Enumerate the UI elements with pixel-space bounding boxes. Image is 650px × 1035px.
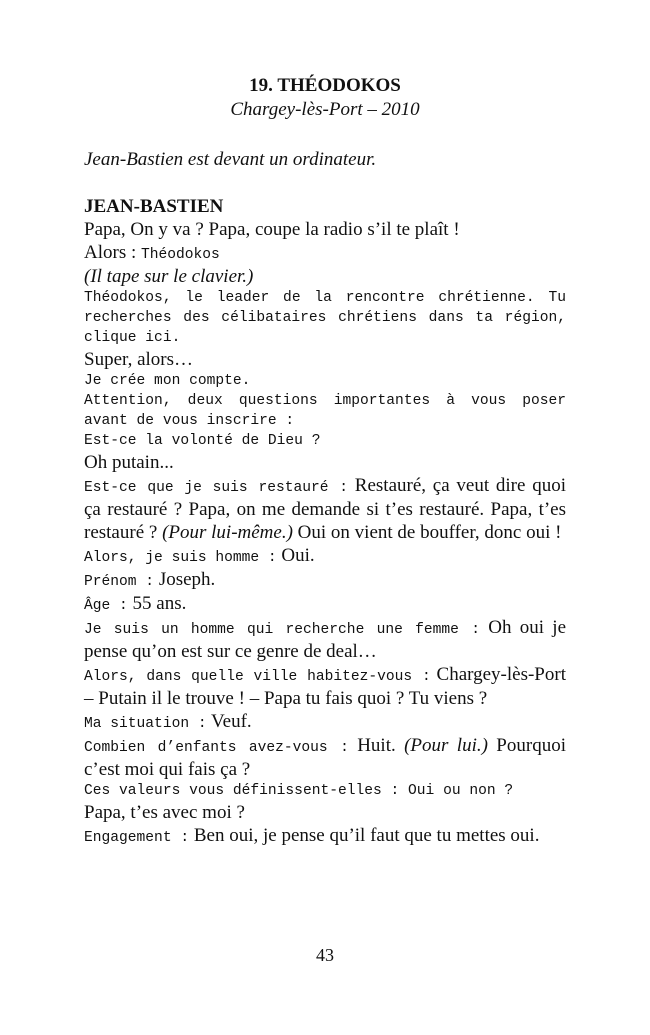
dialogue-text: Veuf. [206,711,252,732]
dialogue-line [84,734,566,781]
dialogue-line: Super, alors… [84,349,193,370]
dialogue-line [84,710,566,734]
screen-text: Alors, dans quelle ville habitez-vous : [84,669,431,685]
dialogue-text: Oui on vient de bouffer, donc oui ! [292,522,562,543]
screen-text: Engagement : [84,830,190,846]
screen-text: Est-ce la volonté de Dieu ? [84,433,321,449]
stage-direction-inline: (Il tape sur le clavier.) [84,266,254,287]
dialogue-line [84,474,566,544]
dialogue-text: 55 ans. [127,593,187,614]
scene-subtitle: Chargey-lès-Port – 2010 [230,99,420,120]
dialogue-line [84,824,566,848]
screen-text: Prénom : [84,574,155,590]
dialogue-line [84,544,566,568]
dialogue-line [84,568,566,592]
dialogue-text: Oh oui je pense qu’on est sur ce genre de deal… [84,617,567,662]
dialogue-text: Alors : [84,242,141,263]
dialogue-line: Oh putain... [84,452,174,473]
dialogue-line [84,616,566,663]
screen-text: Ces valeurs vous définissent-elles : Oui ou non ? [84,783,514,799]
dialogue-text: Ben oui, je pense qu’il faut que tu mettes oui. [189,825,540,846]
screen-text: Combien d’enfants avez-vous : [84,740,349,756]
screen-text: Théodokos, le leader de la rencontre chrétienne. Tu recherches des célibataires chrétiens dans ta région, clique ici. [84,290,566,346]
screen-text: Attention, deux questions importantes à vous poser avant de vous inscrire : [84,393,566,429]
speaker-name: JEAN-BASTIEN [84,196,224,217]
dialogue-text: Oui. [276,545,315,566]
screen-text: Je crée mon compte. [84,373,251,389]
dialogue-text: Pourquoi c’est moi qui fais ça ? [84,735,566,780]
screen-text: Âge : [84,598,128,614]
scene-title: 19. THÉODOKOS [249,75,401,96]
dialogue-line: Papa, On y va ? Papa, coupe la radio s’il te plaît ! [84,219,460,240]
screen-text: Ma situation : [84,716,207,732]
dialogue-text: Restauré, ça veut dire quoi ça restauré ? Papa, on me demande si t’es restauré. Papa, t’es restauré ? [84,475,566,543]
screen-text: Théodokos [141,247,220,263]
dialogue-text: Chargey-lès-Port – Putain il le trouve ! – Papa tu fais quoi ? Tu viens ? [84,664,566,709]
stage-direction-inline: (Pour lui.) [404,735,488,756]
stage-direction-inline: (Pour lui-même.) [162,522,293,543]
screen-text: Je suis un homme qui recherche une femme : [84,622,480,638]
dialogue-text: Huit. [348,735,405,756]
screen-text: Alors, je suis homme : [84,550,277,566]
dialogue-line [84,241,566,265]
dialogue-line [84,663,566,710]
stage-direction: Jean-Bastien est devant un ordinateur. [84,149,377,170]
page-number: 43 [316,945,334,965]
screen-text: Est-ce que je suis restauré : [84,480,349,496]
dialogue-line: Papa, t’es avec moi ? [84,802,245,823]
dialogue-text: Joseph. [154,569,216,590]
dialogue-line [84,592,566,616]
